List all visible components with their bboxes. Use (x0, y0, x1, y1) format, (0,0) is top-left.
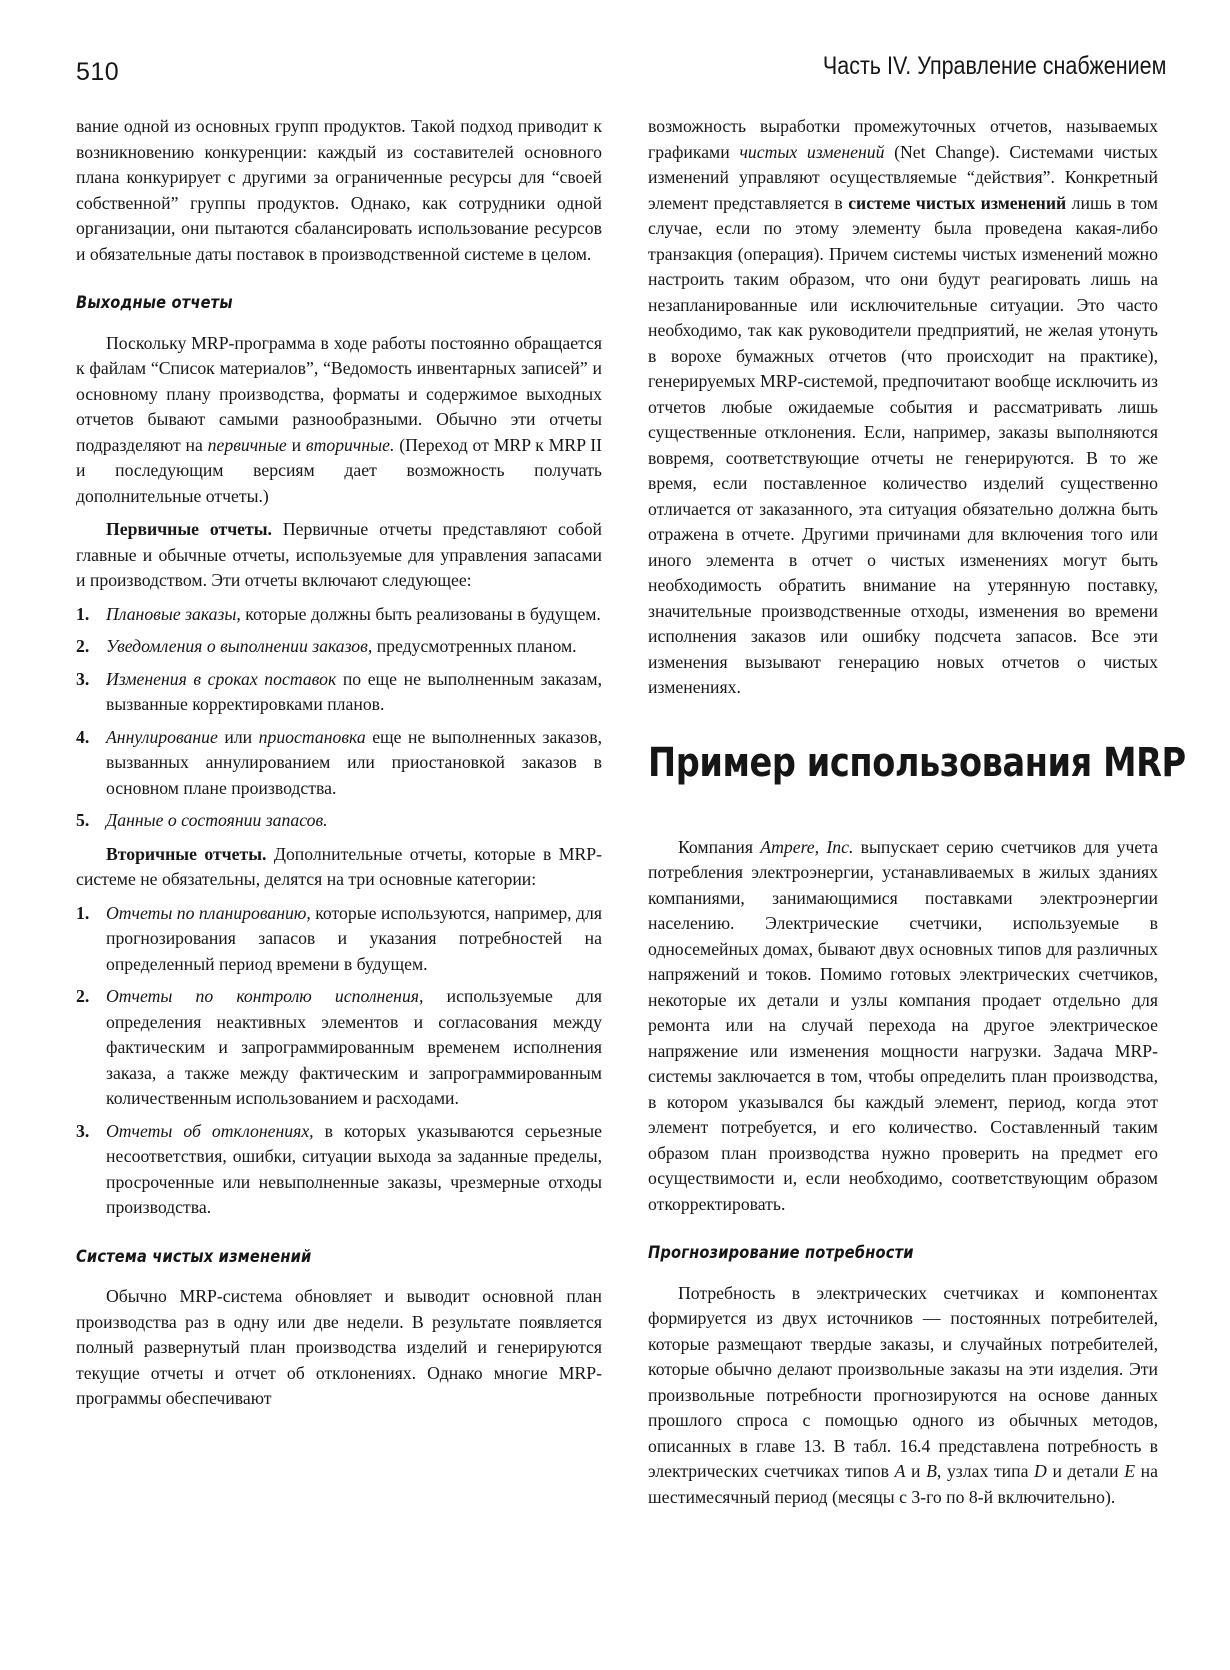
primary-reports-list (76, 602, 602, 834)
list-item: 4. Аннулирование или приостановка еще не выполненных заказов, вызванных аннулированием или приостановкой заказов в основном плане производства. (76, 726, 603, 798)
paragraph: Обычно MRP-система обновляет и выводит основной план производства раз в одну или две недели. В результате появляется полный развернутый план производства изделий и генерируются текущие отчеты и отчет об отклонениях. Однако многие MRP-программы обеспечивают (76, 1286, 602, 1408)
list-item: 1. Плановые заказы, которые должны быть реализованы в будущем. (76, 603, 601, 624)
paragraph: возможность выработки промежуточных отчетов, называемых графиками чистых изменений (Net Change). Системами чистых изменений управляют осуществляемые “действия”. Конкретный элемент представляется в системе чистых изменений лишь в том случае, если по этому элементу была проведена какая-либо транзакция (операция). Причем системы чистых изменений можно настроить таким образом, что они будут реагировать лишь на незапланированные или исключительные ситуации. Это часто необходимо, так как руководители предприятий, не желая утонуть в ворохе бумажных отчетов (что происходит на практике), генерируемых MRP-системой, предпочитают вообще исключить из отчетов любые ожидаемые события и рассматривать лишь существенные отклонения. Если, например, заказы выполняются вовремя, соответствующие отчеты не генерируются. В то же время, если поставленное количество изделий существенно отличается от заказанного, эта ситуация обязательно должна быть отражена в отчете. Другими причинами для включения того или иного элемента в отчет о чистых изменениях могут быть необходимость обратить внимание на утерянную поставку, значительные производственные отходы, изменения во времени исполнения заказов или ошибку подсчета запасов. Все эти изменения вызывают генерацию новых отчетов о чистых изменениях. (648, 116, 1158, 697)
right-column (648, 114, 1186, 1510)
list-item: 1. Отчеты по планированию, которые используются, например, для прогнозирования запасов и указания потребностей на определенный период времени в будущем. (76, 902, 602, 974)
subheading-demand-forecast: Прогнозирование потребности (648, 1243, 914, 1263)
list-item: 2. Уведомления о выполнении заказов, предусмотренных планом. (76, 636, 577, 656)
running-header: Часть IV. Управление снабжением (822, 52, 1166, 80)
page-number: 510 (76, 58, 120, 86)
secondary-reports-list (76, 901, 602, 1221)
list-item: 5. Данные о состоянии запасов. (76, 810, 328, 830)
paragraph-primary-reports: Первичные отчеты. Первичные отчеты представляют собой главные и обычные отчеты, используемые для управления запасами и производством. Эти отчеты включают следующее: (76, 519, 603, 590)
paragraph-secondary-reports: Вторичные отчеты. Дополнительные отчеты, которые в MRP-системе не обязательны, делятся на три основные категории: (76, 843, 602, 889)
section-title: Пример использования MRP (648, 739, 1186, 786)
left-column (76, 114, 602, 1412)
list-item: 3. Изменения в сроках поставок по еще не выполненным заказам, вызванные корректировками планов. (76, 668, 603, 714)
paragraph: Потребность в электрических счетчиках и компонентах формируется из двух источников — постоянных потребителей, которые размещают твердые заказы, и случайных потребителей, которые обычно делают произвольные заказы на эти изделия. Эти произвольные потребности прогнозируются на основе данных прошлого спроса с помощью одного из обычных методов, описанных в главе 13. В табл. 16.4 представлена потребность в электрических счетчиках типов A и B, узлах типа D и детали E на шестимесячный период (месяцы с 3-го по 8-й включительно). (648, 1282, 1158, 1507)
paragraph: вание одной из основных групп продуктов. Такой подход приводит к возникновению конкуренции: каждый из составителей основного плана конкурирует с другими за ограниченные ресурсы для “своей собственной” группы продуктов. Однако, как сотрудники одной организации, они пытаются сбалансировать использование ресурсов и обязательные даты поставок в производственной системе в целом. (76, 116, 602, 264)
subheading-output-reports: Выходные отчеты (76, 293, 233, 313)
subheading-net-change: Система чистых изменений (76, 1246, 312, 1267)
paragraph: Компания Ampere, Inc. выпускает серию счетчиков для учета потребления электроэнергии, устанавливаемых в жилых зданиях компаниями, занимающимися поставками электроэнергии населению. Электрические счетчики, используемые в односемейных домах, бывают двух основных типов для различных напряжений и токов. Помимо готовых электрических счетчиков, некоторые их детали и узлы компания продает отдельно для ремонта или на случай перехода на другое электрическое напряжение или изменения мощности нагрузки. Задача MRP-системы заключается в том, чтобы определить план производства, в котором указывался бы каждый элемент, период, когда этот элемент потребуется, и его количество. Составленный таким образом план производства нужно проверить на предмет его осуществимости и, если необходимо, соответствующим образом откорректировать. (648, 836, 1158, 1214)
list-item: 2. Отчеты по контролю исполнения, используемые для определения неактивных элементов и согласования между фактическим и запрограммированным временем исполнения заказа, а также между фактическим и запрограммированным количественным использованием и расходами. (76, 986, 602, 1108)
list-item: 3. Отчеты об отклонениях, в которых указываются серьезные несоответствия, ошибки, ситуации выхода за заданные пределы, просроченные или невыполненные заказы, чрезмерные отходы производства. (76, 1120, 602, 1217)
paragraph: Поскольку MRP-программа в ходе работы постоянно обращается к файлам “Список материалов”, “Ведомость инвентарных записей” и основному плану производства, форматы и содержимое выходных отчетов бывают самыми разнообразными. Обычно эти отчеты подразделяют на первичные и вторичные. (Переход от MRP к MRP II и последующим версиям дает возможность получать дополнительные отчеты.) (76, 332, 602, 506)
